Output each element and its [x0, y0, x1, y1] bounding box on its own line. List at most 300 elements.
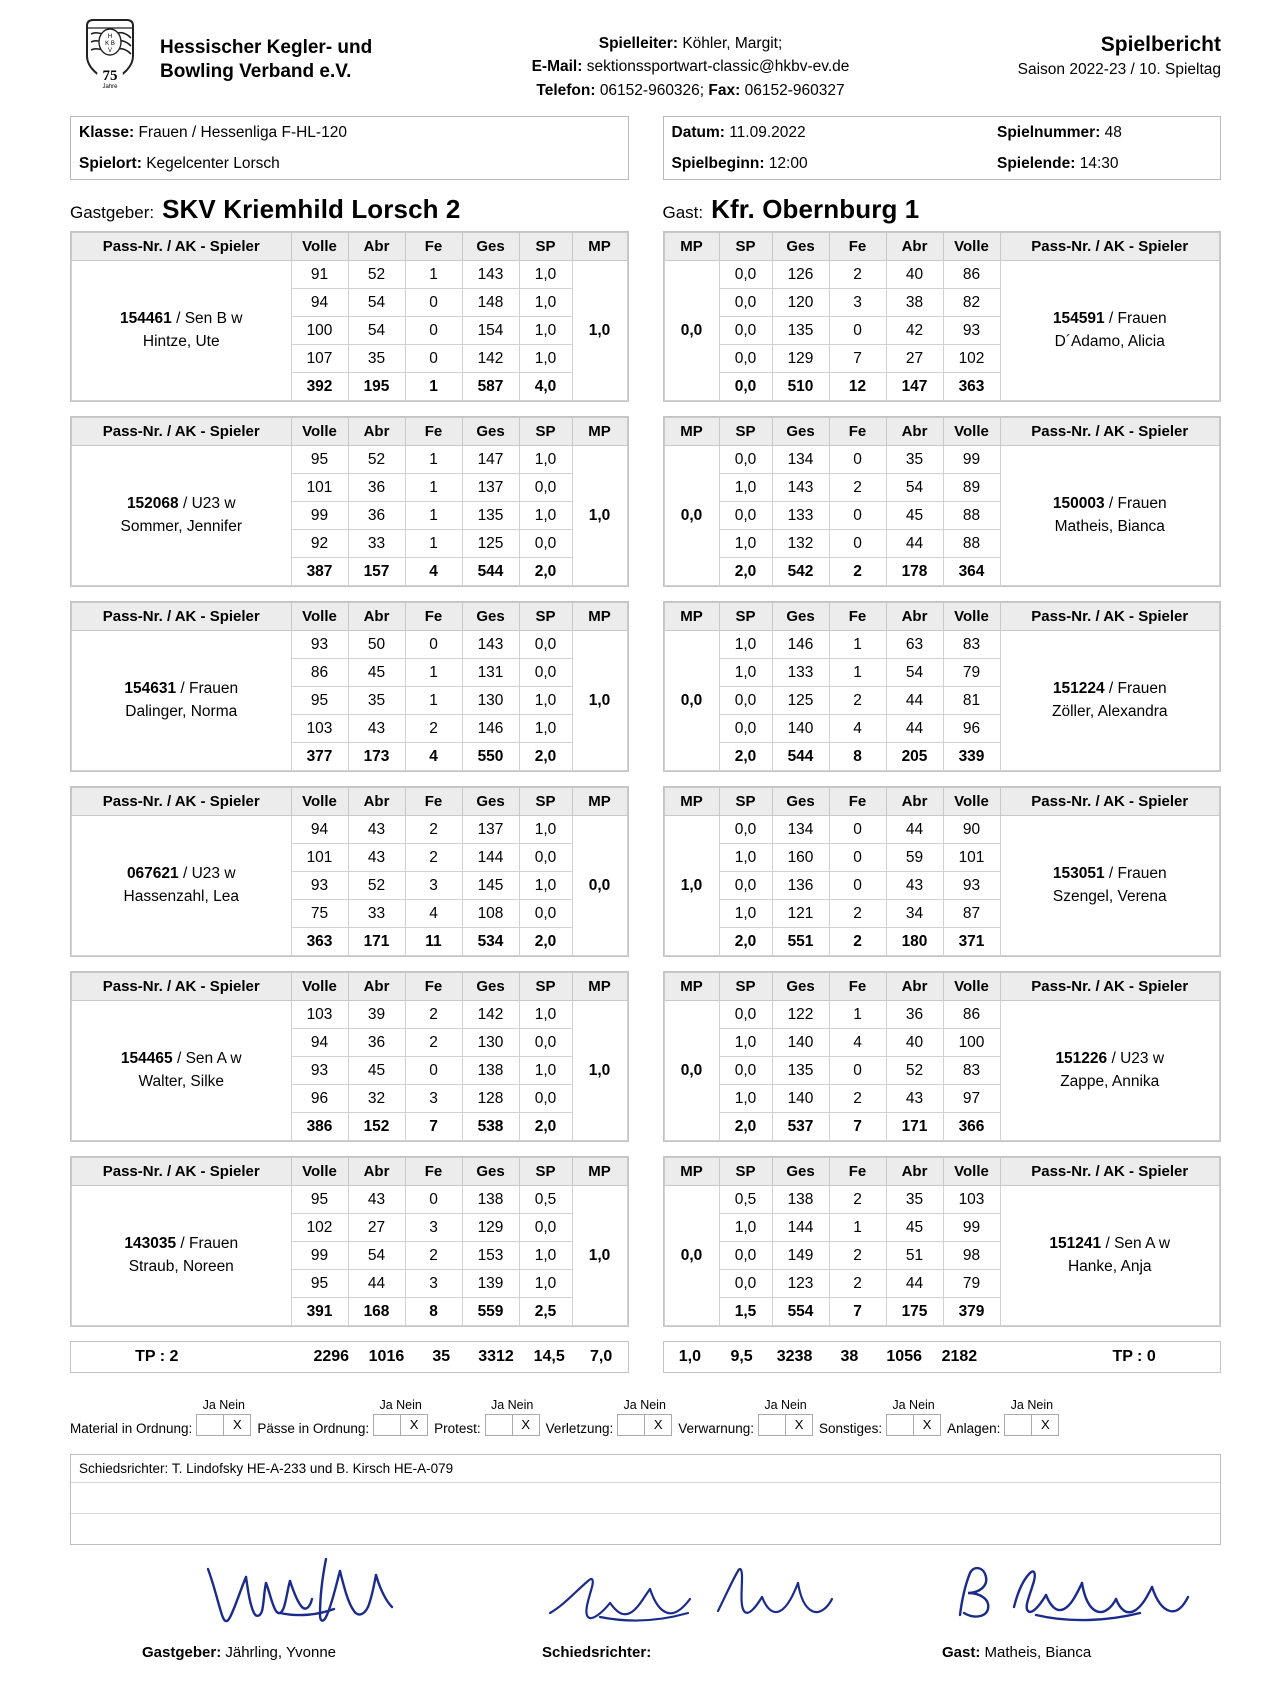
- totals-row: [0, 1341, 1261, 1373]
- referee-line: [71, 1455, 1220, 1483]
- score-cell: 1,0: [719, 474, 772, 502]
- sum-cell: 11: [405, 928, 462, 956]
- info-bar: [0, 116, 1261, 181]
- away-player-passnr: 151241: [1049, 1235, 1102, 1253]
- away-team-name: Kfr. Obernburg 1: [711, 194, 920, 225]
- home-player-cell: [72, 1186, 292, 1326]
- away-player-mp: 1,0: [664, 816, 719, 956]
- check-label: Verwarnung:: [678, 1421, 755, 1436]
- spielende-value: 14:30: [1079, 155, 1119, 172]
- col-header-sp: SP: [719, 418, 772, 446]
- sum-cell: 544: [462, 558, 519, 586]
- away-player-cell: [1000, 446, 1220, 586]
- away-player-passnr: 150003: [1052, 495, 1105, 513]
- score-cell: 0,0: [719, 687, 772, 715]
- score-cell: 94: [291, 816, 348, 844]
- table-row: [72, 1186, 628, 1214]
- score-cell: 3: [405, 1085, 462, 1113]
- score-cell: 100: [291, 317, 348, 345]
- score-cell: 139: [462, 1270, 519, 1298]
- score-cell: 88: [943, 502, 1000, 530]
- away-total-abr: 1056: [886, 1348, 922, 1366]
- telefon-label: Telefon:: [536, 81, 596, 99]
- sum-cell: 7: [829, 1298, 886, 1326]
- score-cell: 2: [829, 687, 886, 715]
- spielleiter-label: Spielleiter:: [598, 35, 678, 52]
- col-header-sp: SP: [519, 233, 572, 261]
- check-ja-box[interactable]: [887, 1415, 914, 1435]
- col-header-abr: Abr: [886, 1158, 943, 1186]
- score-cell: 79: [943, 659, 1000, 687]
- score-cell: 2: [829, 474, 886, 502]
- home-player-cell: [72, 446, 292, 586]
- check-nein-box[interactable]: X: [653, 1417, 663, 1432]
- col-header-volle: Volle: [943, 973, 1000, 1001]
- check-ja-box[interactable]: [374, 1415, 401, 1435]
- spielleiter-line: [420, 32, 961, 55]
- score-cell: 52: [348, 446, 405, 474]
- score-cell: 102: [943, 345, 1000, 373]
- score-cell: 1,0: [719, 1214, 772, 1242]
- sum-cell: 538: [462, 1113, 519, 1141]
- score-cell: 129: [772, 345, 829, 373]
- sum-cell: 180: [886, 928, 943, 956]
- score-cell: 86: [943, 1001, 1000, 1029]
- ja-nein-label: Ja Nein: [202, 1398, 245, 1413]
- score-cell: 3: [405, 872, 462, 900]
- score-cell: 52: [348, 872, 405, 900]
- score-cell: 1,0: [519, 715, 572, 743]
- sum-cell: 8: [405, 1298, 462, 1326]
- away-player-mp: 0,0: [664, 446, 719, 586]
- score-cell: 44: [886, 687, 943, 715]
- away-total-volle: 2182: [941, 1348, 978, 1366]
- datum-row: [664, 117, 1221, 148]
- sum-cell: 205: [886, 743, 943, 771]
- away-total-sp: 9,5: [730, 1348, 753, 1366]
- score-cell: 0,0: [719, 289, 772, 317]
- score-cell: 2: [829, 261, 886, 289]
- score-cell: 1,0: [519, 345, 572, 373]
- score-cell: 36: [886, 1001, 943, 1029]
- score-cell: 36: [348, 474, 405, 502]
- col-header-ges: Ges: [772, 973, 829, 1001]
- score-cell: 138: [462, 1186, 519, 1214]
- sum-cell: 392: [291, 373, 348, 401]
- check-nein-box[interactable]: X: [409, 1417, 419, 1432]
- score-cell: 3: [829, 289, 886, 317]
- table-row: [664, 446, 1220, 474]
- home-player-name: Walter, Silke: [138, 1072, 225, 1090]
- ja-nein-label: Ja Nein: [1010, 1398, 1054, 1413]
- sum-cell: 2,0: [719, 928, 772, 956]
- score-cell: 45: [886, 502, 943, 530]
- score-cell: 1,0: [719, 631, 772, 659]
- score-cell: 93: [943, 317, 1000, 345]
- klasse-label: Klasse:: [79, 123, 135, 141]
- check-boxes: [485, 1399, 540, 1436]
- home-signature-caption: [142, 1644, 336, 1661]
- score-cell: 134: [772, 446, 829, 474]
- table-row: [664, 816, 1220, 844]
- col-header-mp: MP: [572, 603, 627, 631]
- col-header-mp: MP: [664, 603, 719, 631]
- spielbeginn-label: Spielbeginn:: [671, 155, 765, 172]
- score-cell: 0,0: [519, 530, 572, 558]
- ja-nein-label: Ja Nein: [623, 1398, 666, 1413]
- sum-cell: 7: [829, 1113, 886, 1141]
- score-cell: 140: [772, 1029, 829, 1057]
- score-cell: 120: [772, 289, 829, 317]
- score-cell: 147: [462, 446, 519, 474]
- check-label: Material in Ordnung:: [70, 1421, 193, 1436]
- sum-cell: 171: [886, 1113, 943, 1141]
- home-player-table: [70, 231, 629, 402]
- score-cell: 0: [405, 631, 462, 659]
- score-cell: 0,0: [519, 631, 572, 659]
- score-cell: 0,0: [719, 816, 772, 844]
- org-name-line1: Hessischer Kegler- und: [160, 37, 373, 58]
- away-player-ak: / U23 w: [1111, 1050, 1165, 1068]
- svg-text:H: H: [107, 34, 113, 40]
- score-cell: 75: [291, 900, 348, 928]
- sum-cell: 4: [405, 558, 462, 586]
- referee-label: Schiedsrichter:: [79, 1461, 169, 1476]
- logo-container: [70, 14, 150, 90]
- score-cell: 2: [829, 1270, 886, 1298]
- score-cell: 138: [772, 1186, 829, 1214]
- sum-cell: 534: [462, 928, 519, 956]
- away-player-table: [663, 1156, 1222, 1327]
- col-header-fe: Fe: [829, 233, 886, 261]
- score-cell: 140: [772, 715, 829, 743]
- match-block: [70, 1156, 1221, 1327]
- score-cell: 83: [943, 631, 1000, 659]
- away-signature-caption: [942, 1644, 1091, 1661]
- check-label: Protest:: [434, 1421, 481, 1436]
- home-player-table: [70, 786, 629, 957]
- ja-nein-label: Ja Nein: [490, 1398, 534, 1413]
- score-cell: 33: [348, 900, 405, 928]
- away-tp: TP : 0: [1112, 1348, 1156, 1366]
- check-item: [434, 1399, 540, 1436]
- home-player-table: [70, 601, 629, 772]
- spielnummer-label: Spielnummer:: [997, 123, 1101, 141]
- score-cell: 1: [829, 631, 886, 659]
- col-header-player: Pass-Nr. / AK - Spieler: [72, 603, 292, 631]
- sum-cell: 2,0: [519, 743, 572, 771]
- col-header-player: Pass-Nr. / AK - Spieler: [1000, 788, 1220, 816]
- col-header-fe: Fe: [405, 603, 462, 631]
- score-cell: 107: [291, 345, 348, 373]
- score-cell: 35: [348, 345, 405, 373]
- score-cell: 2: [405, 816, 462, 844]
- score-cell: 1,0: [519, 1057, 572, 1085]
- score-cell: 0: [829, 530, 886, 558]
- email-value: sektionssportwart-classic@hkbv-ev.de: [586, 58, 850, 76]
- score-cell: 1,0: [519, 1270, 572, 1298]
- score-cell: 1,0: [519, 816, 572, 844]
- home-team: [70, 194, 629, 225]
- score-cell: 0,0: [519, 1029, 572, 1057]
- away-signature-name: Matheis, Bianca: [984, 1644, 1092, 1661]
- org-name-line2: Bowling Verband e.V.: [160, 60, 352, 82]
- col-header-abr: Abr: [348, 418, 405, 446]
- ja-nein-label: Ja Nein: [379, 1398, 422, 1413]
- score-cell: 0: [405, 1057, 462, 1085]
- score-cell: 0,0: [719, 872, 772, 900]
- home-player-ak: / U23 w: [182, 495, 236, 513]
- score-cell: 1,0: [519, 1242, 572, 1270]
- score-cell: 131: [462, 659, 519, 687]
- score-cell: 2: [405, 1242, 462, 1270]
- col-header-sp: SP: [719, 788, 772, 816]
- score-cell: 54: [348, 317, 405, 345]
- check-ja-box[interactable]: [486, 1415, 513, 1435]
- score-cell: 43: [886, 872, 943, 900]
- check-label: Sonstiges:: [819, 1421, 883, 1436]
- away-player-name: Zöller, Alexandra: [1052, 702, 1168, 720]
- check-nein-box[interactable]: X: [922, 1417, 932, 1432]
- score-cell: 125: [772, 687, 829, 715]
- referee-signature-caption: [542, 1644, 651, 1661]
- home-player-passnr: 154631: [124, 680, 177, 698]
- score-cell: 133: [772, 659, 829, 687]
- col-header-ges: Ges: [772, 603, 829, 631]
- score-cell: 1,0: [519, 502, 572, 530]
- score-cell: 45: [348, 1057, 405, 1085]
- away-total-mp: 1,0: [678, 1348, 701, 1366]
- report-meta: [971, 14, 1221, 79]
- col-header-volle: Volle: [291, 973, 348, 1001]
- home-player-passnr: 067621: [126, 865, 179, 883]
- score-cell: 130: [462, 687, 519, 715]
- away-player-passnr: 151226: [1055, 1050, 1108, 1068]
- sum-cell: 386: [291, 1113, 348, 1141]
- check-nein-box[interactable]: X: [1041, 1417, 1050, 1432]
- col-header-abr: Abr: [348, 603, 405, 631]
- spielort-row: [71, 148, 628, 179]
- referee-note-blank-2[interactable]: [71, 1514, 1220, 1544]
- score-cell: 86: [291, 659, 348, 687]
- spielort-value: Kegelcenter Lorsch: [146, 155, 280, 172]
- sum-cell: 4: [405, 743, 462, 771]
- score-cell: 0,0: [719, 1001, 772, 1029]
- sum-cell: 391: [291, 1298, 348, 1326]
- score-cell: 125: [462, 530, 519, 558]
- check-nein-box[interactable]: X: [232, 1417, 242, 1432]
- score-cell: 36: [348, 502, 405, 530]
- col-header-fe: Fe: [829, 973, 886, 1001]
- col-header-ges: Ges: [462, 603, 519, 631]
- score-cell: 43: [348, 844, 405, 872]
- check-ja-box[interactable]: [197, 1415, 224, 1435]
- col-header-abr: Abr: [886, 418, 943, 446]
- sum-cell: 178: [886, 558, 943, 586]
- sum-cell: 554: [772, 1298, 829, 1326]
- score-cell: 43: [886, 1085, 943, 1113]
- check-ja-box[interactable]: [618, 1415, 645, 1435]
- away-player-table: [663, 601, 1222, 772]
- score-cell: 44: [886, 816, 943, 844]
- away-player-name: D´Adamo, Alicia: [1054, 332, 1165, 350]
- check-item: [947, 1399, 1059, 1436]
- spielleiter-value: Köhler, Margit;: [682, 35, 783, 52]
- table-row: [664, 631, 1220, 659]
- check-item: [70, 1399, 251, 1436]
- home-total-sp: 14,5: [533, 1348, 565, 1366]
- score-cell: 2: [829, 1186, 886, 1214]
- referee-note-blank-1[interactable]: [71, 1483, 1220, 1514]
- score-cell: 35: [886, 1186, 943, 1214]
- col-header-sp: SP: [719, 603, 772, 631]
- home-player-passnr: 143035: [124, 1235, 177, 1253]
- score-cell: 54: [348, 289, 405, 317]
- telefon-value: 06152-960326;: [599, 81, 705, 99]
- score-cell: 52: [886, 1057, 943, 1085]
- away-signature-label: Gast:: [942, 1644, 981, 1661]
- score-cell: 2: [405, 715, 462, 743]
- score-cell: 143: [462, 261, 519, 289]
- home-total-volle: 2296: [313, 1348, 350, 1366]
- score-cell: 83: [943, 1057, 1000, 1085]
- sum-cell: 363: [291, 928, 348, 956]
- datum-label: Datum:: [671, 123, 725, 141]
- score-cell: 4: [405, 900, 462, 928]
- score-cell: 0: [405, 317, 462, 345]
- col-header-abr: Abr: [348, 973, 405, 1001]
- score-cell: 0: [829, 816, 886, 844]
- score-cell: 59: [886, 844, 943, 872]
- sum-cell: 157: [348, 558, 405, 586]
- score-cell: 143: [462, 631, 519, 659]
- score-cell: 148: [462, 289, 519, 317]
- col-header-volle: Volle: [943, 418, 1000, 446]
- away-team-label: Gast:: [662, 203, 704, 223]
- spielort-label: Spielort:: [79, 155, 142, 172]
- col-header-fe: Fe: [829, 603, 886, 631]
- ja-nein-label: Ja Nein: [764, 1398, 807, 1413]
- sum-cell: 0,0: [719, 373, 772, 401]
- score-cell: 93: [943, 872, 1000, 900]
- score-cell: 134: [772, 816, 829, 844]
- home-player-cell: [72, 816, 292, 956]
- checks-row: [70, 1399, 1221, 1436]
- away-player-mp: 0,0: [664, 261, 719, 401]
- col-header-ges: Ges: [462, 788, 519, 816]
- home-player-ak: / U23 w: [182, 865, 236, 883]
- home-total-fe: 35: [432, 1348, 451, 1366]
- score-cell: 96: [291, 1085, 348, 1113]
- check-nein-box[interactable]: X: [794, 1417, 804, 1432]
- sum-cell: 559: [462, 1298, 519, 1326]
- home-player-table: [70, 971, 629, 1142]
- score-cell: 44: [886, 715, 943, 743]
- home-player-ak: / Sen B w: [176, 310, 243, 328]
- score-cell: 1: [405, 502, 462, 530]
- col-header-volle: Volle: [291, 233, 348, 261]
- col-header-ges: Ges: [462, 418, 519, 446]
- score-cell: 100: [943, 1029, 1000, 1057]
- score-cell: 1: [405, 659, 462, 687]
- sum-cell: 2,0: [519, 558, 572, 586]
- score-cell: 96: [943, 715, 1000, 743]
- home-team-name: SKV Kriemhild Lorsch 2: [162, 194, 461, 225]
- col-header-abr: Abr: [886, 788, 943, 816]
- score-cell: 1: [405, 446, 462, 474]
- score-cell: 51: [886, 1242, 943, 1270]
- sum-cell: 175: [886, 1298, 943, 1326]
- score-cell: 1,0: [519, 446, 572, 474]
- score-cell: 99: [943, 446, 1000, 474]
- score-cell: 102: [291, 1214, 348, 1242]
- table-row: [72, 1001, 628, 1029]
- home-player-name: Sommer, Jennifer: [120, 517, 242, 535]
- score-cell: 145: [462, 872, 519, 900]
- signature-area: [70, 1545, 1221, 1665]
- score-cell: 3: [405, 1214, 462, 1242]
- score-cell: 129: [462, 1214, 519, 1242]
- col-header-volle: Volle: [291, 1158, 348, 1186]
- col-header-fe: Fe: [405, 233, 462, 261]
- home-player-table: [70, 416, 629, 587]
- score-cell: 95: [291, 1270, 348, 1298]
- zeit-row: [664, 148, 1221, 179]
- check-nein-box[interactable]: X: [521, 1417, 530, 1432]
- away-player-name: Szengel, Verena: [1052, 887, 1167, 905]
- sum-cell: 7: [405, 1113, 462, 1141]
- score-cell: 2: [829, 1242, 886, 1270]
- score-cell: 144: [462, 844, 519, 872]
- score-cell: 0,0: [719, 502, 772, 530]
- col-header-mp: MP: [664, 233, 719, 261]
- sum-cell: 537: [772, 1113, 829, 1141]
- home-total-abr: 1016: [368, 1348, 405, 1366]
- score-cell: 0: [829, 1057, 886, 1085]
- sum-cell: 544: [772, 743, 829, 771]
- score-cell: 1: [405, 261, 462, 289]
- col-header-fe: Fe: [405, 973, 462, 1001]
- svg-text:75: 75: [102, 68, 118, 84]
- score-cell: 0,5: [719, 1186, 772, 1214]
- col-header-player: Pass-Nr. / AK - Spieler: [72, 973, 292, 1001]
- home-player-cell: [72, 261, 292, 401]
- document-header: [0, 0, 1261, 106]
- check-ja-box[interactable]: [759, 1415, 786, 1435]
- col-header-sp: SP: [719, 233, 772, 261]
- home-player-passnr: 154465: [120, 1050, 173, 1068]
- home-player-mp: 1,0: [572, 446, 627, 586]
- score-cell: 54: [886, 659, 943, 687]
- col-header-ges: Ges: [462, 1158, 519, 1186]
- email-label: E-Mail:: [531, 58, 583, 76]
- spielnummer-value: 48: [1104, 123, 1122, 141]
- organization-name: [160, 14, 410, 84]
- table-row: [664, 1186, 1220, 1214]
- referee-signature-label: Schiedsrichter:: [542, 1644, 652, 1661]
- col-header-ges: Ges: [772, 1158, 829, 1186]
- check-ja-box[interactable]: [1005, 1415, 1032, 1435]
- spielende-label: Spielende:: [997, 155, 1076, 172]
- crest-icon: [79, 16, 141, 90]
- sum-cell: 2: [829, 928, 886, 956]
- score-cell: 1,0: [719, 844, 772, 872]
- score-cell: 87: [943, 900, 1000, 928]
- score-cell: 132: [772, 530, 829, 558]
- score-cell: 126: [772, 261, 829, 289]
- home-player-mp: 1,0: [572, 631, 627, 771]
- col-header-player: Pass-Nr. / AK - Spieler: [1000, 418, 1220, 446]
